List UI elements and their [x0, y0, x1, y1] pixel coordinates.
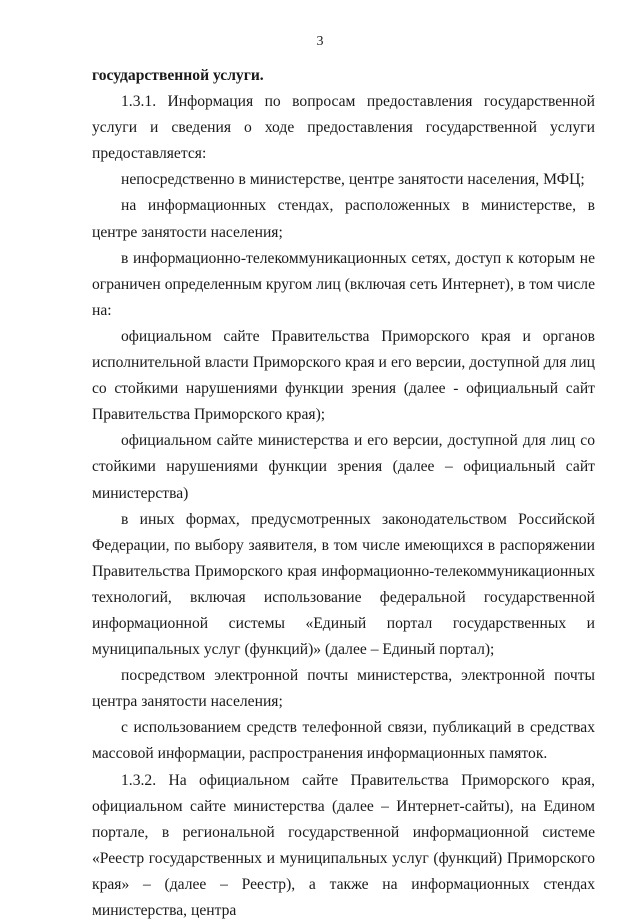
paragraph-government-site: официальном сайте Правительства Приморского края и органов исполнительной власти Приморского края и его версии, доступной для лиц со стойкими нарушениями функции зрения (далее - официальный сайт Правительства Приморского края);: [92, 327, 595, 424]
paragraph-1-3-2: 1.3.2. На официальном сайте Правительства Приморского края, официальном сайте министерства (далее – Интернет-сайты), на Едином портале, в региональной государственной информационной системе «Реестр государственных и муниципальных услуг (функций) Приморского края» – (далее – Реестр), а также на информационных стендах министерства, центра: [92, 771, 595, 919]
paragraph-continuation-title: государственной услуги.: [92, 67, 264, 84]
paragraph-phone-media: с использованием средств телефонной связи, публикаций в средствах массовой информации, распространения информационных памяток.: [92, 719, 595, 763]
paragraph-info-stands: на информационных стендах, расположенных в министерстве, в центре занятости населения;: [92, 197, 595, 241]
paragraph-other-forms: в иных формах, предусмотренных законодательством Российской Федерации, по выбору заявителя, в том числе имеющихся в распоряжении Правительства Приморского края информационно-телекоммуникационных технологий, включая использование федеральной государственной информационной системы «Единый портал государственных и муниципальных услуг (функций)» (далее – Единый портал);: [92, 510, 595, 659]
document-body: [92, 63, 595, 924]
paragraph-1-3-1: 1.3.1. Информация по вопросам предоставления государственной услуги и сведения о ходе предоставления государственной услуги предоставляется:: [92, 93, 595, 163]
paragraph-ministry-site: официальном сайте министерства и его версии, доступной для лиц со стойкими нарушениями функции зрения (далее – официальный сайт министерства): [92, 432, 595, 502]
page-number: 3: [316, 34, 324, 49]
paragraph-networks: в информационно-телекоммуникационных сетях, доступ к которым не ограничен определенным кругом лиц (включая сеть Интернет), в том числе на:: [92, 249, 595, 319]
paragraph-directly: непосредственно в министерстве, центре занятости населения, МФЦ;: [121, 171, 585, 189]
paragraph-email: посредством электронной почты министерства, электронной почты центра занятости населения;: [92, 667, 595, 711]
